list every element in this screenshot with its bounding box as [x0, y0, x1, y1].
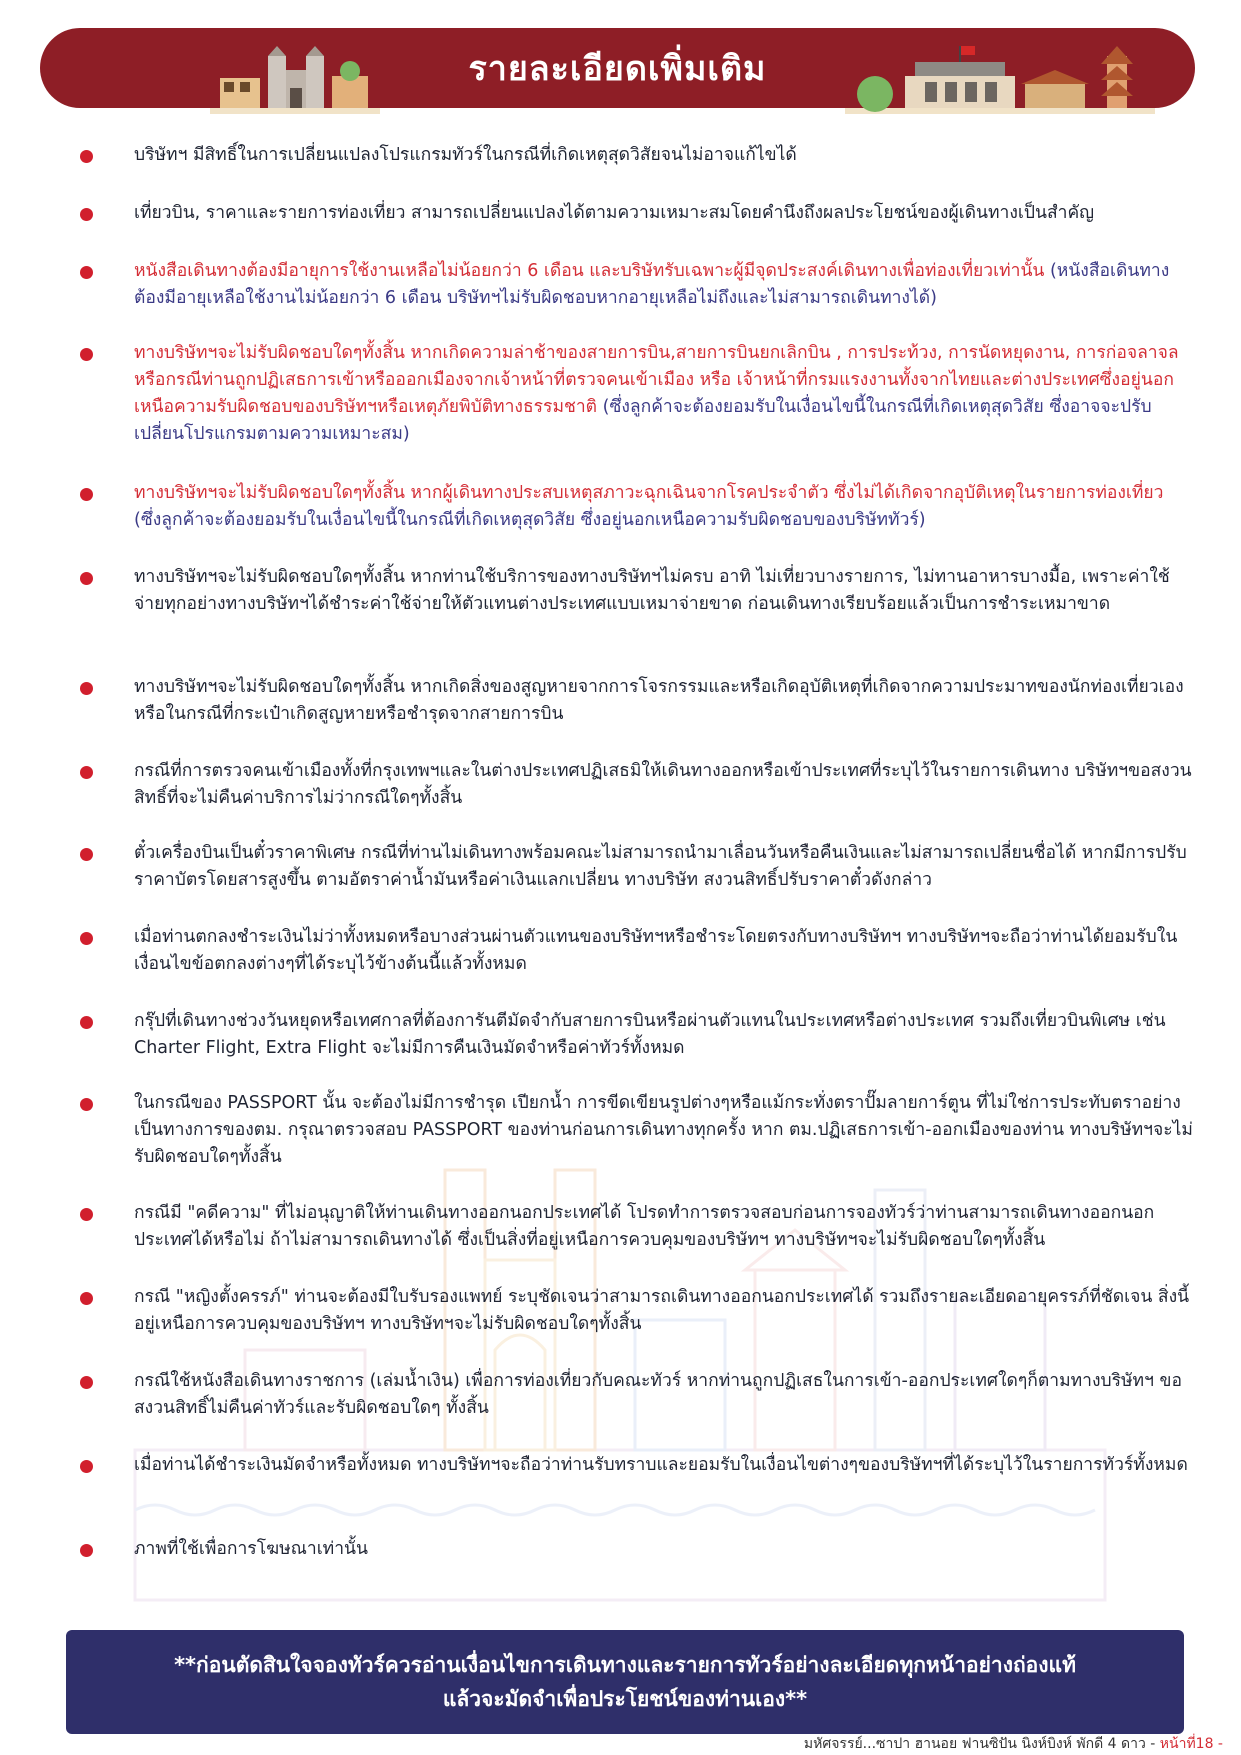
- item-text-segment: กรณีที่การตรวจคนเข้าเมืองทั้งที่กรุงเทพฯและในต่างประเทศปฏิเสธมิให้เดินทางออกหรือเข้าประเทศที่ระบุไว้ในรายการเดินทาง บริษัทฯขอสงวนสิทธิ์ที่จะไม่คืนค่าบริการไม่ว่ากรณีใดๆทั้งสิ้น: [134, 761, 1192, 808]
- item-text-segment: หนังสือเดินทางต้องมีอายุการใช้งานเหลือไม่น้อยกว่า 6 เดือน และบริษัทรับเฉพาะผู้มีจุดประสงค์เดินทางเพื่อท่องเที่ยวเท่านั้น: [134, 261, 1045, 281]
- item-text-segment: (ซึ่งลูกค้าจะต้องยอมรับในเงื่อนไขนี้ในกรณีที่เกิดเหตุสุดวิสัย ซึ่งอาจจะปรับเปลี่ยนโปรแกรมตามความเหมาะสม): [134, 397, 1152, 444]
- item-text: [134, 480, 1194, 534]
- bullet-icon: [80, 1016, 93, 1029]
- item-text-segment: ทางบริษัทฯจะไม่รับผิดชอบใดๆทั้งสิ้น หากผู้เดินทางประสบเหตุสภาวะฉุกเฉินจากโรคประจำตัว ซึ่งไม่ได้เกิดจากอุบัติเหตุในรายการท่องเที่ยว: [134, 483, 1164, 503]
- item-text: [134, 200, 1194, 227]
- item-text: [134, 758, 1194, 812]
- item-text-segment: เมื่อท่านได้ชำระเงินมัดจำหรือทั้งหมด ทางบริษัทฯจะถือว่าท่านรับทราบและยอมรับในเงื่อนไขต่างๆของบริษัทฯที่ได้ระบุไว้ในรายการทัวร์ทั้งหมด: [134, 1455, 1188, 1475]
- item-text: [134, 142, 1194, 169]
- header-banner: [40, 28, 1195, 108]
- item-text: [134, 1368, 1194, 1422]
- program-name: มหัศจรรย์...ซาปา ฮานอย ฟานซิปัน นิงห์บิงห์ พักดี 4 ดาว -: [803, 1736, 1160, 1752]
- item-text: [134, 258, 1194, 312]
- item-text-segment: ในกรณีของ PASSPORT นั้น จะต้องไม่มีการชำรุด เปียกน้ำ การขีดเขียนรูปต่างๆหรือแม้กระทั่งตราปั๊มลายการ์ตูน ที่ไม่ใช่การประทับตราอย่างเป็นทางการของตม. กรุณาตรวจสอบ PASSPORT ของท่านก่อนการเดินทางทุกครั้ง หาก ตม.ปฏิเสธการเข้า-ออกเมืองของท่าน ทางบริษัทฯจะไม่รับผิดชอบใดๆทั้งสิ้น: [134, 1093, 1193, 1167]
- page-footer: [804, 1733, 1223, 1755]
- bullet-icon: [80, 488, 93, 501]
- bullet-icon: [80, 932, 93, 945]
- hanoi-cathedral-illustration: [210, 46, 380, 126]
- bullet-icon: [80, 1544, 93, 1557]
- bullet-icon: [80, 1292, 93, 1305]
- item-text: [134, 1284, 1194, 1338]
- item-text-segment: ทางบริษัทฯจะไม่รับผิดชอบใดๆทั้งสิ้น หากเกิดสิ่งของสูญหายจากการโจรกรรมและหรือเกิดอุบัติเหตุที่เกิดจากความประมาทของนักท่องเที่ยวเองหรือในกรณีที่กระเป๋าเกิดสูญหายหรือชำรุดจากสายการบิน: [134, 677, 1184, 724]
- bullet-icon: [80, 766, 93, 779]
- item-text-segment: ทางบริษัทฯจะไม่รับผิดชอบใดๆทั้งสิ้น หากท่านใช้บริการของทางบริษัทฯไม่ครบ อาทิ ไม่เที่ยวบางรายการ, ไม่ทานอาหารบางมื้อ, เพราะค่าใช้จ่ายทุกอย่างทางบริษัทฯได้ชำระค่าใช้จ่ายให้ตัวแทนต่างประเทศแบบเหมาจ่ายขาด ก่อนเดินทางเรียบร้อยแล้วเป็นการชำระเหมาขาด: [134, 567, 1170, 614]
- hanoi-landmarks-illustration: [845, 46, 1155, 126]
- bullet-icon: [80, 348, 93, 361]
- item-text: [134, 1090, 1194, 1171]
- footer-notice: [66, 1630, 1184, 1734]
- footer-notice-line-1: **ก่อนตัดสินใจจองทัวร์ควรอ่านเงื่อนไขการเดินทางและรายการทัวร์อย่างละเอียดทุกหน้าอย่างถ่องแท้: [174, 1653, 1076, 1677]
- item-text-segment: บริษัทฯ มีสิทธิ์ในการเปลี่ยนแปลงโปรแกรมทัวร์ในกรณีที่เกิดเหตุสุดวิสัยจนไม่อาจแก้ไขได้: [134, 145, 797, 165]
- bullet-icon: [80, 1376, 93, 1389]
- bullet-icon: [80, 208, 93, 221]
- bullet-icon: [80, 572, 93, 585]
- item-text: [134, 1452, 1194, 1479]
- item-text-segment: ภาพที่ใช้เพื่อการโฆษณาเท่านั้น: [134, 1539, 368, 1559]
- bullet-icon: [80, 150, 93, 163]
- item-text-segment: (ซึ่งลูกค้าจะต้องยอมรับในเงื่อนไขนี้ในกรณีที่เกิดเหตุสุดวิสัย ซึ่งอยู่นอกเหนือความรับผิดชอบของบริษัททัวร์): [134, 510, 926, 530]
- item-text: [134, 1200, 1194, 1254]
- item-text: [134, 924, 1194, 978]
- item-text: [134, 674, 1194, 728]
- item-text-segment: ตั๋วเครื่องบินเป็นตั๋วราคาพิเศษ กรณีที่ท่านไม่เดินทางพร้อมคณะไม่สามารถนำมาเลื่อนวันหรือคืนเงินและไม่สามารถเปลี่ยนชื่อได้ หากมีการปรับราคาบัตรโดยสารสูงขึ้น ตามอัตราค่าน้ำมันหรือค่าเงินแลกเปลี่ยน ทางบริษัท สงวนสิทธิ์ปรับราคาตั๋วดังกล่าว: [134, 843, 1187, 890]
- item-text: [134, 1008, 1194, 1062]
- bullet-icon: [80, 266, 93, 279]
- page-number: หน้าที่18 -: [1159, 1736, 1223, 1752]
- footer-notice-line-2: แล้วจะมัดจำเพื่อประโยชน์ของท่านเอง**: [442, 1687, 808, 1711]
- item-text-segment: เมื่อท่านตกลงชำระเงินไม่ว่าทั้งหมดหรือบางส่วนผ่านตัวแทนของบริษัทฯหรือชำระโดยตรงกับทางบริษัทฯ ทางบริษัทฯจะถือว่าท่านได้ยอมรับในเงื่อนไขข้อตกลงต่างๆที่ได้ระบุไว้ข้างต้นนี้แล้วทั้งหมด: [134, 927, 1178, 974]
- item-text: [134, 840, 1194, 894]
- page-title: รายละเอียดเพิ่มเติม: [468, 49, 767, 89]
- item-text-segment: ทางบริษัทฯจะไม่รับผิดชอบใดๆทั้งสิ้น หากเกิดความล่าช้าของสายการบิน,สายการบินยกเลิกบิน , การประท้วง, การนัดหยุดงาน, การก่อจลาจลหรือกรณีท่านถูกปฏิเสธการเข้าหรือออกเมืองจากเจ้าหน้าที่ตรวจคนเข้าเมือง หรือ เจ้าหน้าที่กรมแรงงานทั้งจากไทยและต่างประเทศซึ่งอยู่นอกเหนือความรับผิดชอบของบริษัทฯหรือเหตุภัยพิบัติทางธรรมชาติ: [134, 343, 1179, 417]
- bullet-icon: [80, 1460, 93, 1473]
- item-text-segment: เที่ยวบิน, ราคาและรายการท่องเที่ยว สามารถเปลี่ยนแปลงได้ตามความเหมาะสมโดยคำนึงถึงผลประโยชน์ของผู้เดินทางเป็นสำคัญ: [134, 203, 1095, 223]
- item-text-segment: (หนังสือเดินทางต้องมีอายุเหลือใช้งานไม่น้อยกว่า 6 เดือน บริษัทฯไม่รับผิดชอบหากอายุเหลือไม่ถึงและไม่สามารถเดินทางได้): [134, 261, 1170, 308]
- item-text-segment: กรณีมี "คดีความ" ที่ไม่อนุญาติให้ท่านเดินทางออกนอกประเทศได้ โปรดทำการตรวจสอบก่อนการจองทัวร์ว่าท่านสามารถเดินทางออกนอกประเทศได้หรือไม่ ถ้าไม่สามารถเดินทางได้ ซึ่งเป็นสิ่งที่อยู่เหนือการควบคุมของบริษัทฯ ทางบริษัทฯจะไม่รับผิดชอบใดๆทั้งสิ้น: [134, 1203, 1155, 1250]
- bullet-icon: [80, 682, 93, 695]
- item-text: [134, 340, 1194, 448]
- item-text: [134, 564, 1194, 618]
- item-text-segment: กรุ๊ปที่เดินทางช่วงวันหยุดหรือเทศกาลที่ต้องการันตีมัดจำกับสายการบินหรือผ่านตัวแทนในประเทศหรือต่างประเทศ รวมถึงเที่ยวบินพิเศษ เช่น Charter Flight, Extra Flight จะไม่มีการคืนเงินมัดจำหรือค่าทัวร์ทั้งหมด: [134, 1011, 1166, 1058]
- bullet-icon: [80, 848, 93, 861]
- item-text-segment: กรณี "หญิงตั้งครรภ์" ท่านจะต้องมีใบรับรองแพทย์ ระบุชัดเจนว่าสามารถเดินทางออกนอกประเทศได้ รวมถึงรายละเอียดอายุครรภ์ที่ชัดเจน สิ่งนี้อยู่เหนือการควบคุมของบริษัทฯ ทางบริษัทฯจะไม่รับผิดชอบใดๆทั้งสิ้น: [134, 1287, 1190, 1334]
- bullet-icon: [80, 1208, 93, 1221]
- item-text-segment: กรณีใช้หนังสือเดินทางราชการ (เล่มน้ำเงิน) เพื่อการท่องเที่ยวกับคณะทัวร์ หากท่านถูกปฏิเสธในการเข้า-ออกประเทศใดๆก็ตามทางบริษัทฯ ขอสงวนสิทธิ์ไม่คืนค่าทัวร์และรับผิดชอบใดๆ ทั้งสิ้น: [134, 1371, 1182, 1418]
- bullet-icon: [80, 1098, 93, 1111]
- item-text: [134, 1536, 1194, 1563]
